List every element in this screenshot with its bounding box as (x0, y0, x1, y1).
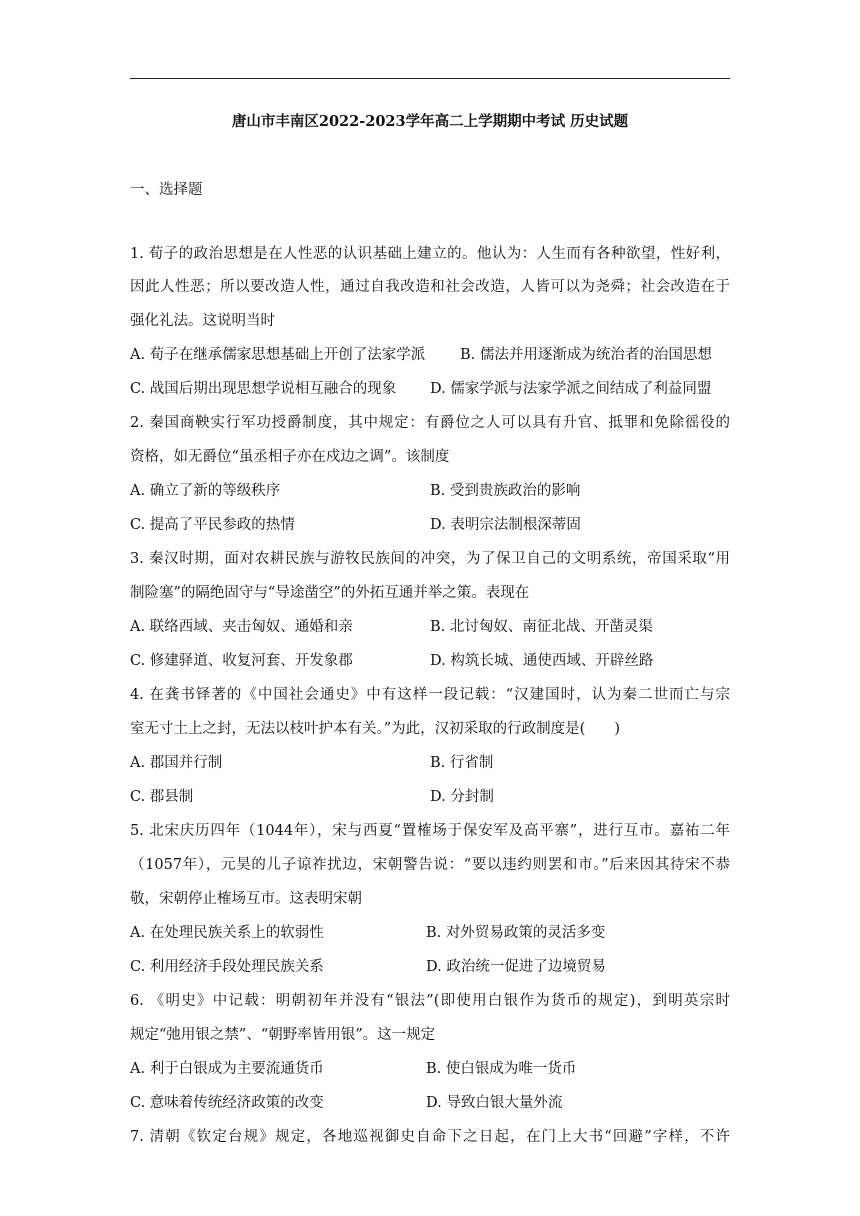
question-1-option-b: B. 儒法并用逐渐成为统治者的治国思想 (460, 347, 712, 363)
question-2-option-row-1 (130, 481, 730, 501)
question-3-line-2: 制险塞”的隔绝固守与“导途凿空”的外拓互通并举之策。表现在 (130, 585, 530, 601)
question-2-option-a: A. 确立了新的等级秩序 (130, 483, 281, 499)
question-2-option-row-2 (130, 515, 730, 535)
question-2-option-d: D. 表明宗法制根深蒂固 (430, 517, 581, 533)
question-3-option-c: C. 修建驿道、收复河套、开发象郡 (130, 653, 353, 669)
question-3-option-row-1 (130, 617, 730, 637)
question-1-option-c: C. 战国后期出现思想学说相互融合的现象 (130, 381, 397, 397)
question-1-option-row-2 (130, 379, 730, 399)
question-4-option-row-2 (130, 787, 730, 807)
question-1-line-3: 强化礼法。这说明当时 (130, 313, 275, 329)
question-5-line-1: 5. 北宋庆历四年（1044年），宋与西夏“置榷场于保安军及高平寨”，进行互市。嘉祐二年 (130, 823, 730, 839)
question-2-option-c: C. 提高了平民参政的热情 (130, 517, 295, 533)
question-6-option-d: D. 导致白银大量外流 (426, 1095, 563, 1111)
question-1-option-a: A. 荀子在继承儒家思想基础上开创了法家学派 (130, 347, 426, 363)
question-2-line-1: 2. 秦国商鞅实行军功授爵制度，其中规定：有爵位之人可以具有升官、抵罪和免除徭役的 (130, 415, 730, 431)
question-1-option-row-1 (130, 345, 730, 365)
question-4-option-b: B. 行省制 (430, 755, 494, 771)
question-5-option-row-2 (130, 957, 730, 977)
question-6-option-a: A. 利于白银成为主要流通货币 (130, 1061, 324, 1077)
question-1-line-1: 1. 荀子的政治思想是在人性恶的认识基础上建立的。他认为：人生而有各种欲望，性好利， (130, 246, 730, 262)
document-title: 唐山市丰南区2022-2023学年高二上学期期中考试 历史试题 (231, 113, 629, 130)
section-heading: 一、选择题 (130, 182, 203, 198)
question-2-option-b: B. 受到贵族政治的影响 (430, 483, 581, 499)
question-5-line-2: （1057年），元昊的儿子谅祚扰边，宋朝警告说：“要以违约则罢和市。”后来因其待宋不恭 (130, 857, 730, 873)
header-rule (130, 78, 730, 79)
question-6-option-b: B. 使白银成为唯一货币 (426, 1061, 577, 1077)
question-6-line-2: 规定“弛用银之禁”、“朝野率皆用银”。这一规定 (130, 1027, 436, 1043)
question-4-option-row-1 (130, 753, 730, 773)
question-4-option-a: A. 郡国并行制 (130, 755, 223, 771)
question-5-option-d: D. 政治统一促进了边境贸易 (426, 959, 606, 975)
question-5-line-3: 敬，宋朝停止榷场互市。这表明宋朝 (130, 891, 362, 907)
question-7-line-1: 7. 清朝《钦定台规》规定，各地巡视御史自命下之日起，在门上大书“回避”字样，不许 (130, 1129, 730, 1145)
question-3-line-1: 3. 秦汉时期，面对农耕民族与游牧民族间的冲突，为了保卫自己的文明系统，帝国采取“用 (130, 551, 730, 567)
question-1-option-d: D. 儒家学派与法家学派之间结成了利益同盟 (430, 381, 712, 397)
question-5-option-a: A. 在处理民族关系上的软弱性 (130, 925, 324, 941)
question-6-option-c: C. 意味着传统经济政策的改变 (130, 1095, 324, 1111)
question-4-option-c: C. 郡县制 (130, 789, 194, 805)
question-2-line-2: 资格，如无爵位“虽丞相子亦在戍边之调”。该制度 (130, 449, 450, 465)
question-4-line-2: 室无寸土上之封，无法以枝叶护本有关。”为此，汉初采取的行政制度是( ) (130, 721, 620, 737)
question-5-option-b: B. 对外贸易政策的灵活多变 (426, 925, 606, 941)
question-6-option-row-2 (130, 1093, 730, 1113)
question-4-option-d: D. 分封制 (430, 789, 494, 805)
question-3-option-d: D. 构筑长城、通使西域、开辟丝路 (430, 653, 654, 669)
question-5-option-c: C. 利用经济手段处理民族关系 (130, 959, 324, 975)
question-6-line-1: 6. 《明史》中记载：明朝初年并没有“银法”(即使用白银作为货币的规定)，到明英宗时 (130, 993, 730, 1009)
question-6-option-row-1 (130, 1059, 730, 1079)
question-3-option-row-2 (130, 651, 730, 671)
question-5-option-row-1 (130, 923, 730, 943)
question-3-option-b: B. 北讨匈奴、南征北战、开凿灵渠 (430, 619, 653, 635)
question-1-line-2: 因此人性恶；所以要改造人性，通过自我改造和社会改造，人皆可以为尧舜；社会改造在于 (130, 279, 730, 295)
question-4-line-1: 4. 在龚书铎著的《中国社会通史》中有这样一段记载：“汉建国时，认为秦二世而亡与宗 (130, 687, 730, 703)
question-3-option-a: A. 联络西域、夹击匈奴、通婚和亲 (130, 619, 353, 635)
